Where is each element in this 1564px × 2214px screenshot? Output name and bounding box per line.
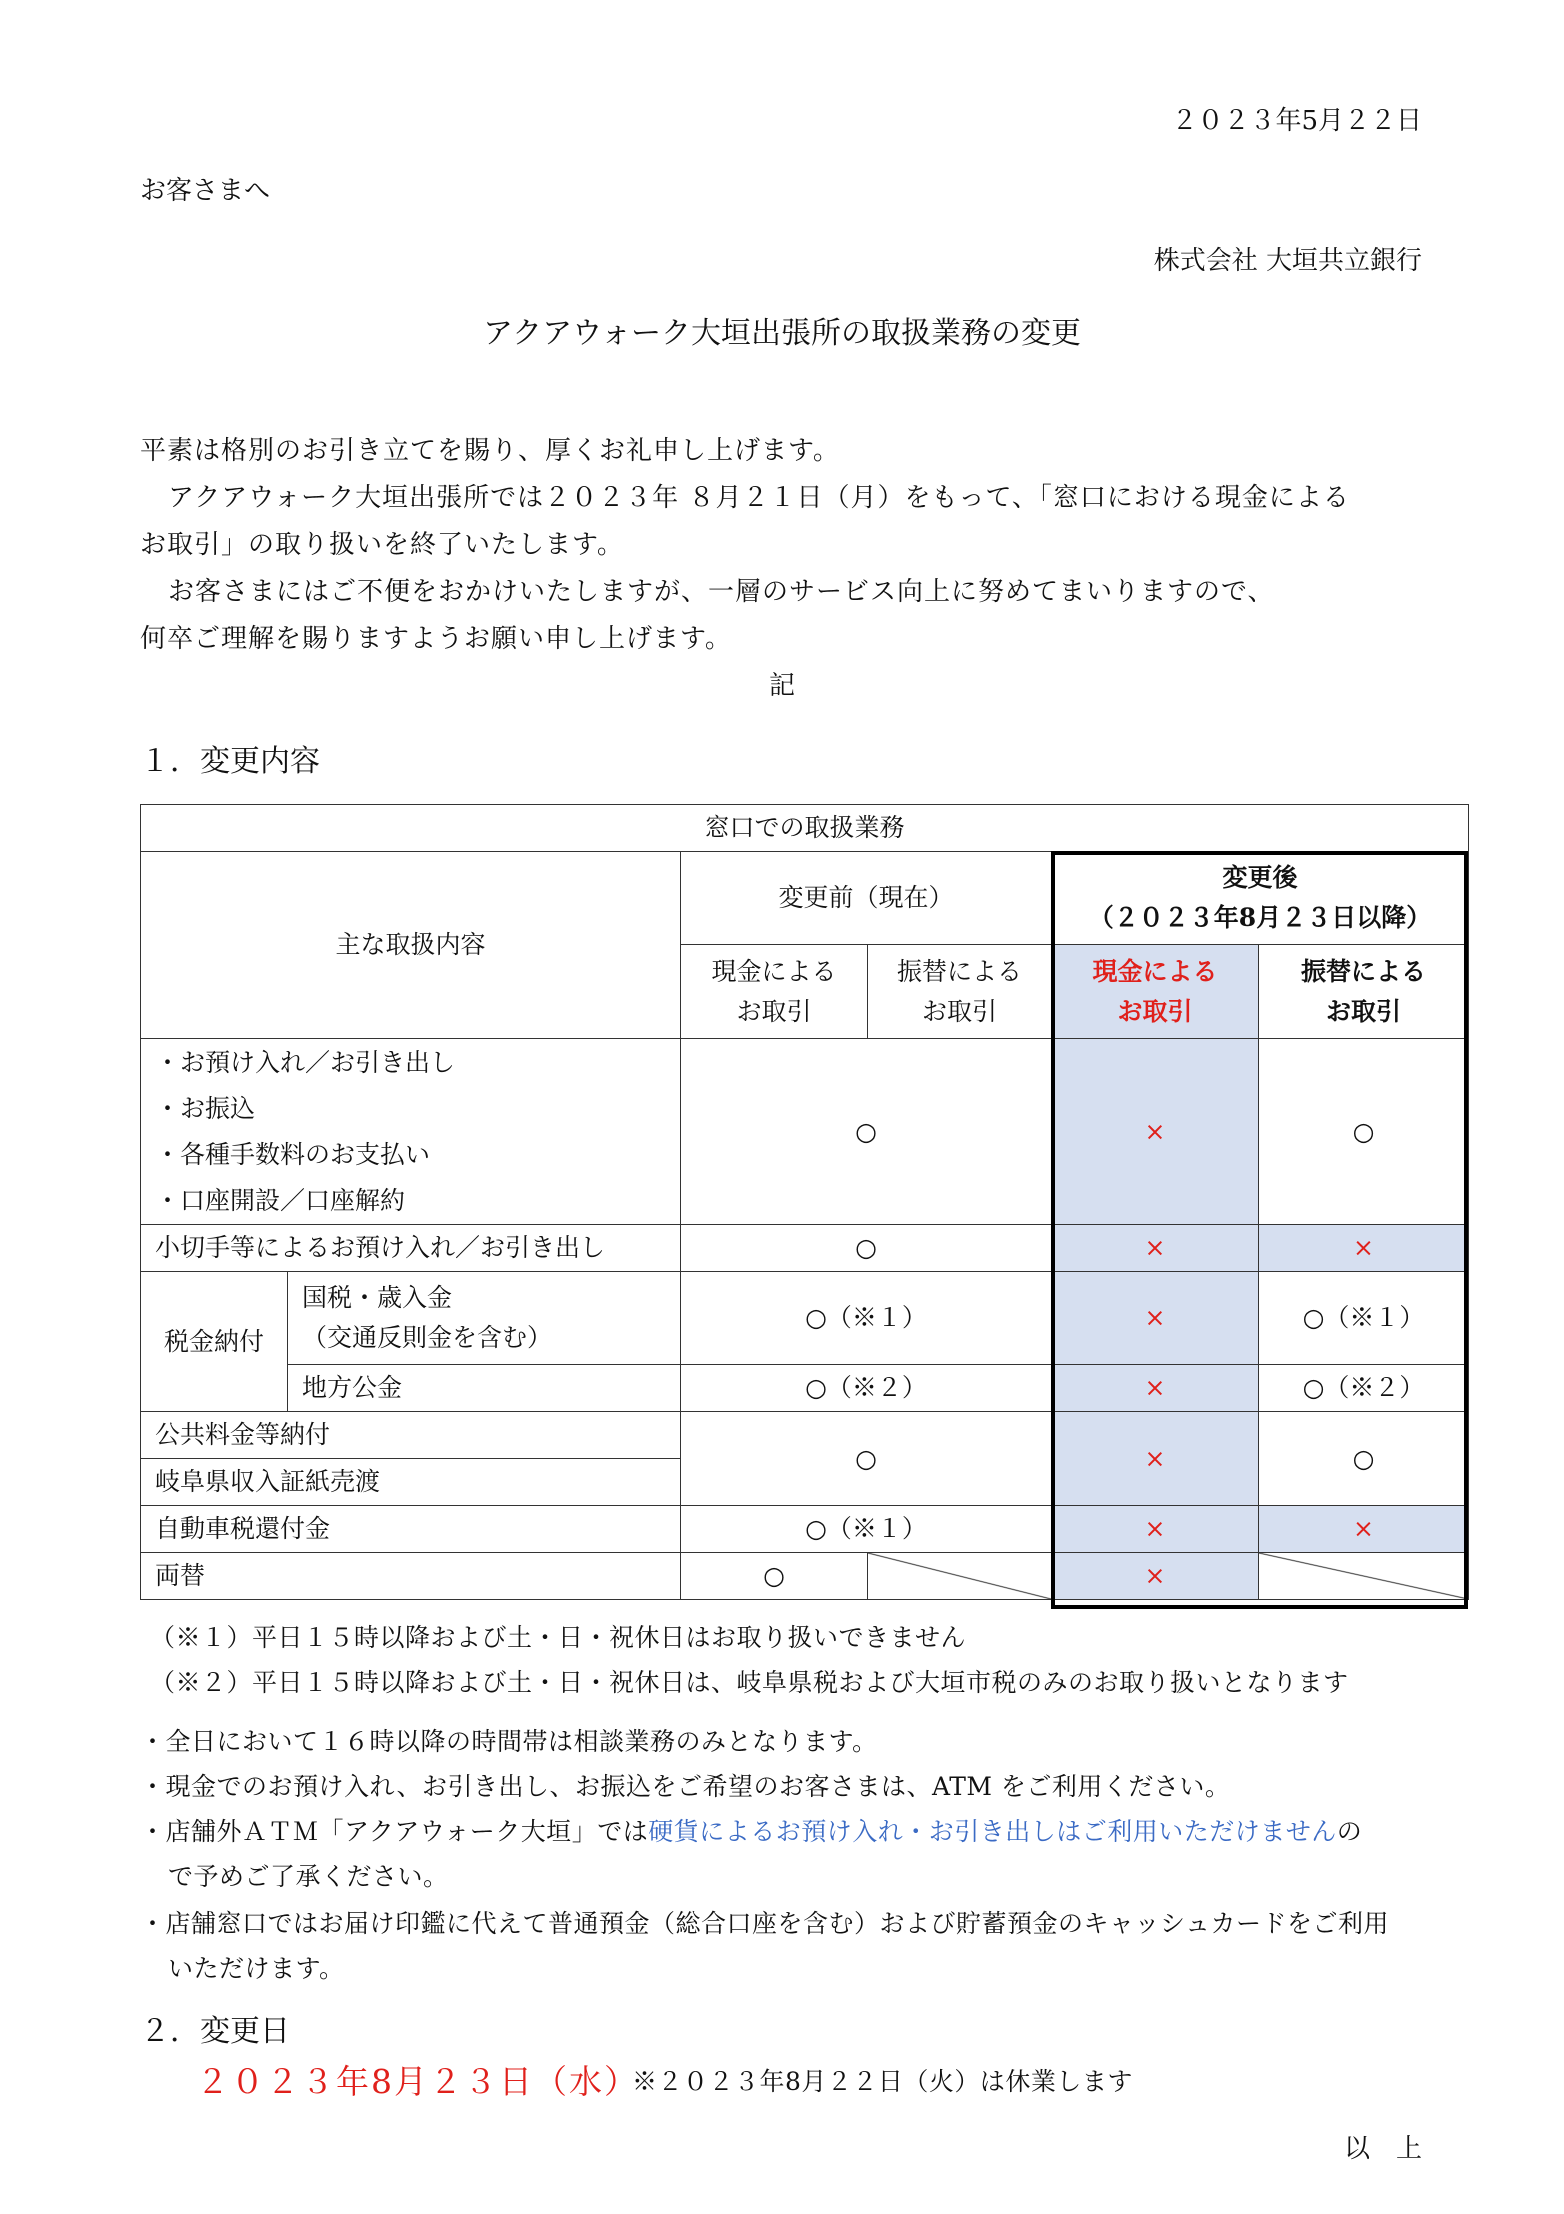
- closing-mark: 以 上: [1343, 2134, 1422, 2164]
- bullet-atm: ・現金でのお預け入れ、お引き出し、お振込をご希望のお客さまは、ATM をご利用ください。: [140, 1772, 1231, 1801]
- row-tax-national-line1: 国税・歳入金: [302, 1283, 453, 1312]
- header-before-cash-line1: 現金による: [711, 956, 837, 986]
- row-tax-national-line2: （交通反則金を含む）: [302, 1323, 553, 1352]
- section2-heading: ２．変更日: [140, 2014, 290, 2049]
- table-caption: 窓口での取扱業務: [141, 805, 1469, 852]
- row-deposit-after-cash: ×: [1052, 1039, 1259, 1225]
- header-before-transfer: [868, 945, 1052, 1039]
- row-exchange-label: 両替: [141, 1553, 681, 1600]
- paragraph-apology-line1: お客さまにはご不便をおかけいたしますが、一層のサービス向上に努めてまいりますので、: [168, 577, 1275, 607]
- row-utility-after-transfer: ○: [1259, 1412, 1469, 1506]
- sender-name: 株式会社 大垣共立銀行: [1153, 246, 1422, 276]
- header-before-transfer-line1: 振替による: [896, 956, 1022, 986]
- row-utility-after-cash: ×: [1052, 1412, 1259, 1506]
- row-deposit-item: ・お預け入れ／お引き出し: [155, 1047, 456, 1077]
- header-after-transfer-line2: お取引: [1326, 996, 1402, 1026]
- row-deposit-before: ○: [681, 1039, 1052, 1225]
- row-car-tax-before: ○（※１）: [681, 1506, 1052, 1553]
- holiday-note: ※２０２３年8月２２日（火）は休業します: [632, 2067, 1133, 2096]
- header-before-transfer-line2: お取引: [921, 996, 997, 1026]
- row-exchange-before-cash: ○: [681, 1553, 868, 1600]
- row-deposit-item: ・お振込: [155, 1093, 256, 1123]
- row-check-before: ○: [681, 1225, 1052, 1272]
- note-2: （※２）平日１５時以降および土・日・祝休日は、岐阜県税および大垣市税のみのお取り扱いとなります: [150, 1668, 1349, 1697]
- row-tax-local-after-transfer: ○（※２）: [1259, 1365, 1469, 1412]
- header-before-change: 変更前（現在）: [681, 852, 1052, 945]
- row-tax-national-before: ○（※１）: [681, 1272, 1052, 1365]
- row-car-tax-label: 自動車税還付金: [141, 1506, 681, 1553]
- operations-table: [140, 804, 1469, 1600]
- row-car-tax-after-transfer: ×: [1259, 1506, 1469, 1553]
- row-tax-local-after-cash: ×: [1052, 1365, 1259, 1412]
- paragraph-announcement-line1: アクアウォーク大垣出張所では２０２３年 ８月２１日（月）をもって、「窓口における現金による: [168, 483, 1350, 513]
- bullet-coin-line2: で予めご了承ください。: [168, 1862, 449, 1891]
- row-tax-label: 税金納付: [141, 1272, 288, 1412]
- document-title: アクアウォーク大垣出張所の取扱業務の変更: [483, 316, 1081, 351]
- bullet-coin-pre: ・店舗外ＡＴＭ「アクアウォーク大垣」では: [140, 1817, 649, 1846]
- header-after-change-date: （２０２３年8月２３日以降）: [1088, 903, 1432, 932]
- row-deposit-after-transfer: ○: [1259, 1039, 1469, 1225]
- row-exchange-before-transfer-na: [868, 1553, 1052, 1600]
- header-main-content: 主な取扱内容: [141, 852, 681, 1039]
- row-deposit-item: ・口座開設／口座解約: [155, 1185, 406, 1215]
- ki-mark: 記: [768, 671, 795, 701]
- header-after-change-label: 変更後: [1222, 863, 1298, 892]
- header-after-cash-line1: 現金による: [1092, 956, 1218, 986]
- row-tax-national-after-transfer: ○（※１）: [1259, 1272, 1469, 1365]
- header-after-transfer-line1: 振替による: [1301, 956, 1427, 986]
- bullet-coin-warning: 硬貨によるお預け入れ・お引き出しはご利用いただけません: [648, 1817, 1337, 1846]
- row-check-label: 小切手等によるお預け入れ／お引き出し: [141, 1225, 681, 1272]
- paragraph-announcement-line2: お取引」の取り扱いを終了いたします。: [140, 530, 624, 560]
- row-utility-before: ○: [681, 1412, 1052, 1506]
- section1-heading: １．変更内容: [140, 744, 320, 779]
- row-deposit-item: ・各種手数料のお支払い: [155, 1139, 431, 1169]
- paragraph-greeting: 平素は格別のお引き立てを賜り、厚くお礼申し上げます。: [140, 436, 840, 466]
- bullet-cashcard-line1: ・店舗窓口ではお届け印鑑に代えて普通預金（総合口座を含む）および貯蓄預金のキャッシュカードをご利用: [140, 1909, 1390, 1938]
- row-exchange-after-transfer-na: [1259, 1553, 1469, 1600]
- row-tax-local-label: 地方公金: [288, 1365, 681, 1412]
- row-exchange-after-cash: ×: [1052, 1553, 1259, 1600]
- row-stamp-label: 岐阜県収入証紙売渡: [141, 1459, 681, 1506]
- row-deposit-items: [141, 1039, 681, 1225]
- bullet-consultation: ・全日において１６時以降の時間帯は相談業務のみとなります。: [140, 1727, 878, 1756]
- row-check-after-cash: ×: [1052, 1225, 1259, 1272]
- header-after-change: [1052, 852, 1469, 945]
- row-car-tax-after-cash: ×: [1052, 1506, 1259, 1553]
- note-1: （※１）平日１５時以降および土・日・祝休日はお取り扱いできません: [150, 1623, 967, 1652]
- header-after-cash-line2: お取引: [1117, 996, 1193, 1026]
- header-before-cash-line2: お取引: [736, 996, 812, 1026]
- bullet-coin-post: の: [1336, 1817, 1363, 1846]
- document-date: ２０２３年5月２２日: [1171, 106, 1422, 136]
- row-tax-local-before: ○（※２）: [681, 1365, 1052, 1412]
- bullet-cashcard-line2: いただけます。: [168, 1954, 345, 1983]
- row-tax-national-after-cash: ×: [1052, 1272, 1259, 1365]
- change-date: ２０２３年8月２３日（水）: [196, 2062, 639, 2101]
- header-before-cash: [681, 945, 868, 1039]
- row-check-after-transfer: ×: [1259, 1225, 1469, 1272]
- row-utility-label: 公共料金等納付: [141, 1412, 681, 1459]
- bullet-coin-line1: [140, 1812, 1362, 1848]
- header-after-cash: [1052, 945, 1259, 1039]
- paragraph-apology-line2: 何卒ご理解を賜りますようお願い申し上げます。: [140, 624, 732, 654]
- row-tax-national-label: [288, 1272, 681, 1365]
- header-after-transfer: [1259, 945, 1469, 1039]
- addressee: お客さまへ: [140, 176, 271, 206]
